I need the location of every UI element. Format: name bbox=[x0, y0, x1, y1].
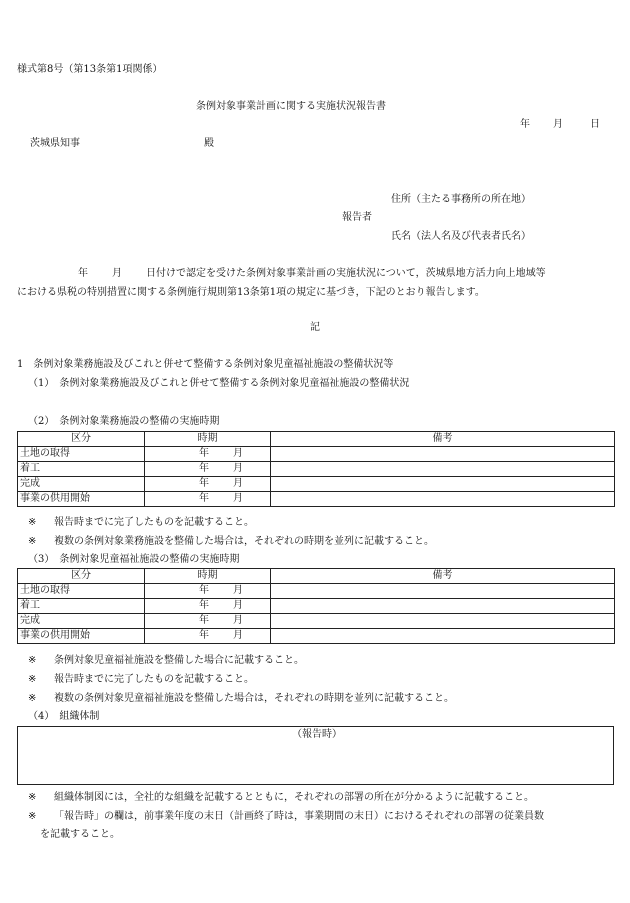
year-label: 年 bbox=[199, 448, 209, 459]
month-label: 月 bbox=[233, 493, 243, 504]
table2-row-note[interactable] bbox=[271, 477, 615, 492]
reporter-name-label: 氏名（法人名及び代表者氏名） bbox=[391, 231, 531, 242]
note-mark: ※ bbox=[28, 693, 37, 704]
table3-note-1: ※ 条例対象児童福祉施設を整備した場合に記載すること。 bbox=[28, 655, 304, 666]
body-year: 年 bbox=[78, 268, 88, 279]
year-label: 年 bbox=[199, 493, 209, 504]
table2-header-kubun: 区分 bbox=[18, 432, 145, 447]
note-mark: ※ bbox=[28, 517, 37, 528]
month-label: 月 bbox=[233, 478, 243, 489]
addressee-name: 茨城県知事 bbox=[30, 138, 80, 149]
table-row bbox=[18, 447, 615, 462]
table2-header-row bbox=[18, 432, 615, 447]
org-note-2: ※ 「報告時」の欄は，前事業年度の末日（計画終了時は，事業期間の末日）におけるそれぞれの部署の従業員数 bbox=[28, 811, 544, 822]
addressee-honorific: 殿 bbox=[204, 138, 214, 149]
table2-note-2: ※ 複数の条例対象業務施設を整備した場合は，それぞれの時期を並列に記載すること。 bbox=[28, 536, 434, 547]
table3-note-2: ※ 報告時までに完了したものを記載すること。 bbox=[28, 674, 254, 685]
table2-row-note[interactable] bbox=[271, 447, 615, 462]
table3-row-label: 着工 bbox=[18, 599, 145, 614]
year-label: 年 bbox=[199, 615, 209, 626]
body-month: 月 bbox=[112, 268, 122, 279]
document-title: 条例対象事業計画に関する実施状況報告書 bbox=[196, 101, 386, 112]
note-mark: ※ bbox=[28, 536, 37, 547]
table2-row-label: 土地の取得 bbox=[18, 447, 145, 462]
body-line2: における県税の特別措置に関する条例施行規則第13条第1項の規定に基づき，下記のとおり報告します。 bbox=[17, 287, 485, 298]
month-label: 月 bbox=[233, 600, 243, 611]
year-label: 年 bbox=[199, 600, 209, 611]
month-label: 月 bbox=[233, 585, 243, 596]
table3-header-biko: 備考 bbox=[271, 569, 615, 584]
table-row bbox=[18, 614, 615, 629]
table2 bbox=[17, 431, 615, 507]
org-caption: （4） 組織体制 bbox=[28, 711, 100, 722]
table3-header-jiki: 時期 bbox=[145, 569, 271, 584]
section1-heading: 1 条例対象業務施設及びこれと併せて整備する条例対象児童福祉施設の整備状況等 bbox=[17, 359, 394, 370]
table3-header-row bbox=[18, 569, 615, 584]
year-label: 年 bbox=[199, 630, 209, 641]
ki-label: 記 bbox=[310, 322, 320, 333]
reporter-role-label: 報告者 bbox=[342, 212, 372, 223]
table3-row-note[interactable] bbox=[271, 584, 615, 599]
org-box-label: （報告時） bbox=[292, 729, 342, 740]
table-row bbox=[18, 584, 615, 599]
table3-row-note[interactable] bbox=[271, 599, 615, 614]
month-label: 月 bbox=[233, 630, 243, 641]
table2-row-label: 完成 bbox=[18, 477, 145, 492]
note-mark: ※ bbox=[28, 655, 37, 666]
table-row bbox=[18, 599, 615, 614]
reporter-address-label: 住所（主たる事務所の所在地） bbox=[391, 194, 531, 205]
body-line1: 日付けで認定を受けた条例対象事業計画の実施状況について，茨城県地方活力向上地域等 bbox=[146, 268, 546, 279]
table3-note-3: ※ 複数の条例対象児童福祉施設を整備した場合は，それぞれの時期を並列に記載すること。 bbox=[28, 693, 454, 704]
org-note-1: ※ 組織体制図には，全社的な組織を記載するとともに，それぞれの部署の所在が分かるように記載すること。 bbox=[28, 792, 534, 803]
date-month: 月 bbox=[553, 119, 563, 130]
table2-row-label: 着工 bbox=[18, 462, 145, 477]
month-label: 月 bbox=[233, 463, 243, 474]
table3-header-kubun: 区分 bbox=[18, 569, 145, 584]
table3-row-note[interactable] bbox=[271, 614, 615, 629]
year-label: 年 bbox=[199, 478, 209, 489]
month-label: 月 bbox=[233, 448, 243, 459]
year-label: 年 bbox=[199, 463, 209, 474]
year-label: 年 bbox=[199, 585, 209, 596]
table3-row-label: 土地の取得 bbox=[18, 584, 145, 599]
table2-note-1: ※ 報告時までに完了したものを記載すること。 bbox=[28, 517, 254, 528]
section1-sub1: （1） 条例対象業務施設及びこれと併せて整備する条例対象児童福祉施設の整備状況 bbox=[28, 378, 410, 389]
month-label: 月 bbox=[233, 615, 243, 626]
note-mark: ※ bbox=[28, 674, 37, 685]
date-day: 日 bbox=[590, 119, 600, 130]
table3-row-label: 完成 bbox=[18, 614, 145, 629]
table3-row-label: 事業の供用開始 bbox=[18, 629, 145, 644]
table3 bbox=[17, 568, 615, 644]
org-chart-box[interactable] bbox=[17, 726, 614, 785]
table2-row-label: 事業の供用開始 bbox=[18, 492, 145, 507]
table3-caption: （3） 条例対象児童福祉施設の整備の実施時期 bbox=[28, 554, 240, 565]
date-year: 年 bbox=[520, 119, 530, 130]
note-mark: ※ bbox=[28, 792, 37, 803]
table2-row-note[interactable] bbox=[271, 462, 615, 477]
org-note-2-cont: を記載すること。 bbox=[40, 829, 120, 840]
note-mark: ※ bbox=[28, 811, 37, 822]
table2-caption: （2） 条例対象業務施設の整備の実施時期 bbox=[28, 416, 220, 427]
form-number: 様式第8号（第13条第1項関係） bbox=[17, 64, 163, 75]
table2-row-note[interactable] bbox=[271, 492, 615, 507]
table-row bbox=[18, 477, 615, 492]
table-row bbox=[18, 462, 615, 477]
table-row bbox=[18, 629, 615, 644]
table2-header-jiki: 時期 bbox=[145, 432, 271, 447]
table-row bbox=[18, 492, 615, 507]
table2-header-biko: 備考 bbox=[271, 432, 615, 447]
table3-row-note[interactable] bbox=[271, 629, 615, 644]
